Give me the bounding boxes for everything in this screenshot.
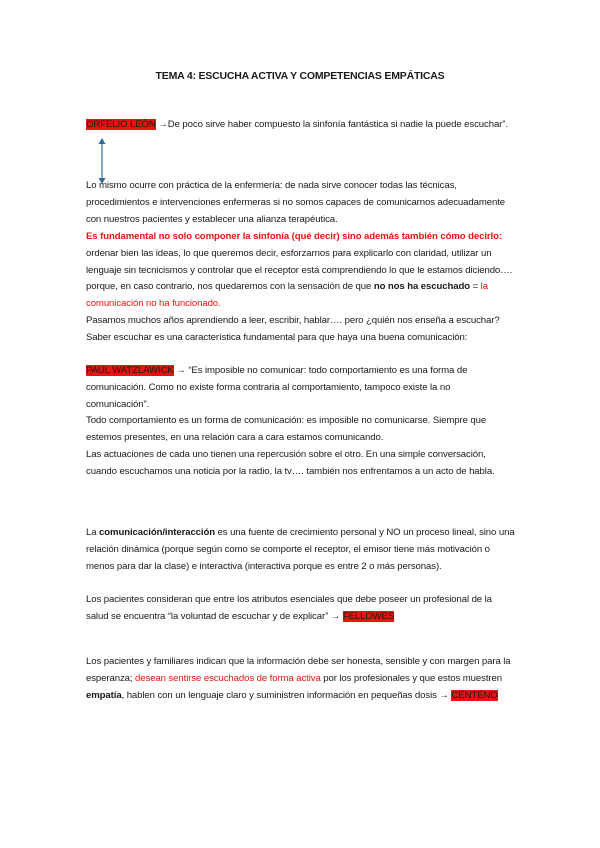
author-highlight-watzlawick: PAUL WATZLAWICK (86, 365, 174, 376)
text-body: es una fuente de crecimiento personal y NO un proceso lineal, sino una relación dinámica (porque según como se comporte el receptor, el emisor tiene más motivación o menos para dar la clase) e interactiva (interactiva porque es entre 2 o más personas). (86, 527, 515, 572)
page-title: TEMA 4: ESCUCHA ACTIVA Y COMPETENCIAS EMPÁTICAS (155, 70, 445, 82)
arrow-symbol: → (330, 610, 341, 622)
text-body: Los pacientes consideran que entre los atributos esenciales que debe poseer un profesional de la salud se encuentra “la voluntad de escuchar y de explicar” (86, 594, 492, 622)
paragraph-watzlawick-quote (86, 363, 516, 413)
paragraph-pacientes-familiares (86, 654, 516, 704)
equals-sign: = (470, 281, 481, 293)
escuchados-activa-red: desean sentirse escuchados de forma activa (135, 672, 321, 684)
text-mid: por los profesionales y que estos muestren (320, 672, 502, 684)
fundamental-lead: Es fundamental no solo componer la sinfonía (qué decir) sino además también cómo decirlo: (86, 231, 502, 242)
arrow-symbol: → (173, 365, 189, 376)
text-prefix: Los pacientes y familiares indican que la información debe ser honesta, sensible y con margen para la esperanza; (86, 656, 511, 684)
paragraph-atributos (86, 592, 516, 626)
comunicacion-no-funcionado: la comunicación no ha funcionado. (86, 281, 488, 310)
paragraph-fundamental (86, 229, 516, 313)
quote-text: “Es imposible no comunicar: todo comportamiento es una forma de comunicación. Como no existe forma contraria al comportamiento, tampoco existe la no comunicación”. (86, 365, 468, 410)
paragraph-escuchar: Pasamos muchos años aprendiendo a leer, escribir, hablar…. pero ¿quién nos enseña a escuchar? Saber escuchar es una característica fundamental para que haya una buena comunicación: (86, 315, 500, 343)
quote-text: De poco sirve haber compuesto la sinfonía fantástica si nadie la puede escuchar”. (167, 119, 508, 130)
paragraph-orfelio-quote (86, 117, 516, 134)
comunicacion-interaccion-bold: comunicación/interacción (99, 527, 215, 538)
empatia-bold: empatía (86, 689, 122, 701)
fundamental-body: ordenar bien las ideas, lo que queremos decir, esforzarnos para explicarlo con claridad, utilizar un lenguaje sin tecnicismos y controlar que el receptor está comprendiendo lo que le estamos diciendo…. porque, en caso contrario, nos quedaremos con la sensación de que (86, 247, 513, 293)
arrow-symbol: → (158, 119, 168, 130)
paragraph-comportamiento: Todo comportamiento es un forma de comunicación: es imposible no comunicarse. Siempre que estemos presentes, en una relación cara a cara estamos comunicando. (86, 415, 487, 443)
paragraph-comunicacion-interaccion (86, 525, 516, 575)
author-highlight-centeno: CENTENO (451, 689, 498, 701)
author-highlight-orfelio: ORFELIO LEÓN (86, 119, 156, 130)
no-nos-ha-escuchado: no nos ha escuchado (373, 281, 471, 293)
text-prefix: La (86, 527, 100, 538)
text-post: , hablen con un lenguaje claro y suministren información en pequeñas dosis (121, 689, 440, 701)
arrow-symbol: → (439, 689, 449, 701)
paragraph-actuaciones: Las actuaciones de cada uno tienen una repercusión sobre el otro. En una simple conversación, cuando escuchamos una noticia por la radio, la tv…. también nos enfrentamos a un acto de habla. (86, 449, 495, 477)
author-highlight-fellowes: FELLOWES (342, 610, 395, 622)
paragraph-enfermeria: Lo mismo ocurre con práctica de la enfermería: de nada sirve conocer todas las técnicas, procedimientos e intervenciones enfermeras si no somos capaces de comunicarnos adecuadamente con nuestros pacientes y establecer una alianza terapéutica. (86, 180, 506, 225)
